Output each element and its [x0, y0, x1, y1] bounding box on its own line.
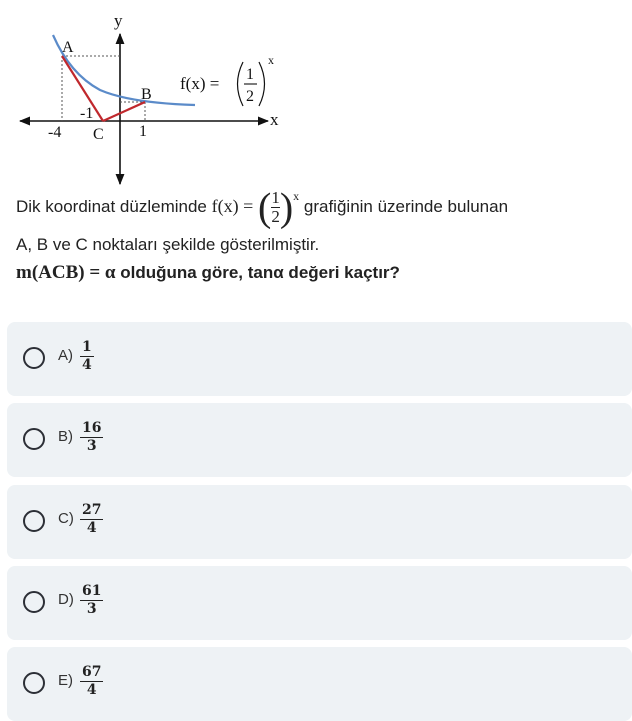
question-line1-post: grafiğinin üzerinde bulunan: [303, 197, 509, 216]
option-fraction: [80, 421, 103, 455]
radio-icon[interactable]: [23, 591, 45, 613]
option-denominator: 3: [86, 438, 97, 455]
option-fraction: [80, 584, 103, 618]
question-line-2: A, B ve C noktaları şekilde gösterilmiştir.: [16, 235, 320, 254]
radio-icon[interactable]: [23, 510, 45, 532]
function-label: f(x) =: [180, 74, 220, 93]
coordinate-graph: [10, 6, 300, 192]
option-letter: D): [58, 591, 74, 608]
option-denominator: 4: [86, 682, 97, 699]
radio-icon[interactable]: [23, 428, 45, 450]
x-axis-label: x: [270, 110, 279, 129]
option-a[interactable]: [7, 322, 632, 396]
question-line3-text: olduğuna göre, tanα değeri kaçtır?: [120, 263, 400, 282]
point-a-label: A: [62, 39, 74, 56]
option-letter: C): [58, 510, 74, 527]
radio-icon[interactable]: [23, 672, 45, 694]
question-fraction-num: 1: [271, 188, 280, 208]
option-fraction: [80, 665, 103, 699]
option-letter: E): [58, 672, 73, 689]
option-denominator: 4: [82, 357, 92, 374]
exponential-curve: [53, 35, 195, 105]
question-function: f(x) =: [211, 196, 254, 216]
left-paren: [238, 62, 244, 106]
question-line1-pre: Dik koordinat düzleminde: [16, 197, 207, 216]
question-exponent: x: [293, 189, 300, 203]
option-c[interactable]: [7, 485, 632, 559]
tick-1-label: 1: [139, 123, 147, 140]
option-numerator: 16: [80, 421, 103, 438]
option-d[interactable]: [7, 566, 632, 640]
option-numerator: 27: [80, 503, 103, 520]
function-denominator: 2: [246, 88, 254, 105]
option-denominator: 4: [86, 520, 97, 537]
tick-neg1-label: -1: [80, 105, 94, 122]
point-c-label: C: [93, 126, 104, 143]
option-denominator: 3: [86, 601, 97, 618]
question-line-1: [16, 180, 508, 232]
option-letter: A): [58, 347, 73, 364]
y-axis-label: y: [114, 11, 123, 30]
point-b-label: B: [141, 86, 152, 103]
question-right-paren: ): [279, 184, 294, 230]
option-fraction: [80, 503, 103, 537]
question-left-paren: (: [258, 184, 272, 230]
function-exponent: x: [268, 53, 274, 67]
question-fraction-den: 2: [271, 207, 280, 227]
option-fraction: [80, 340, 94, 374]
option-numerator: 1: [80, 340, 94, 357]
option-numerator: 61: [80, 584, 103, 601]
right-paren: [259, 62, 265, 106]
option-letter: B): [58, 428, 73, 445]
question-fraction: [271, 189, 280, 226]
radio-icon[interactable]: [23, 347, 45, 369]
option-numerator: 67: [80, 665, 103, 682]
segment-cb: [103, 102, 145, 121]
function-numerator: 1: [246, 66, 254, 83]
option-b[interactable]: [7, 403, 632, 477]
question-line-3: [16, 262, 400, 284]
option-e[interactable]: [7, 647, 632, 721]
question-angle-expression: m(ACB) = α: [16, 262, 116, 283]
tick-neg4-label: -4: [48, 124, 62, 141]
